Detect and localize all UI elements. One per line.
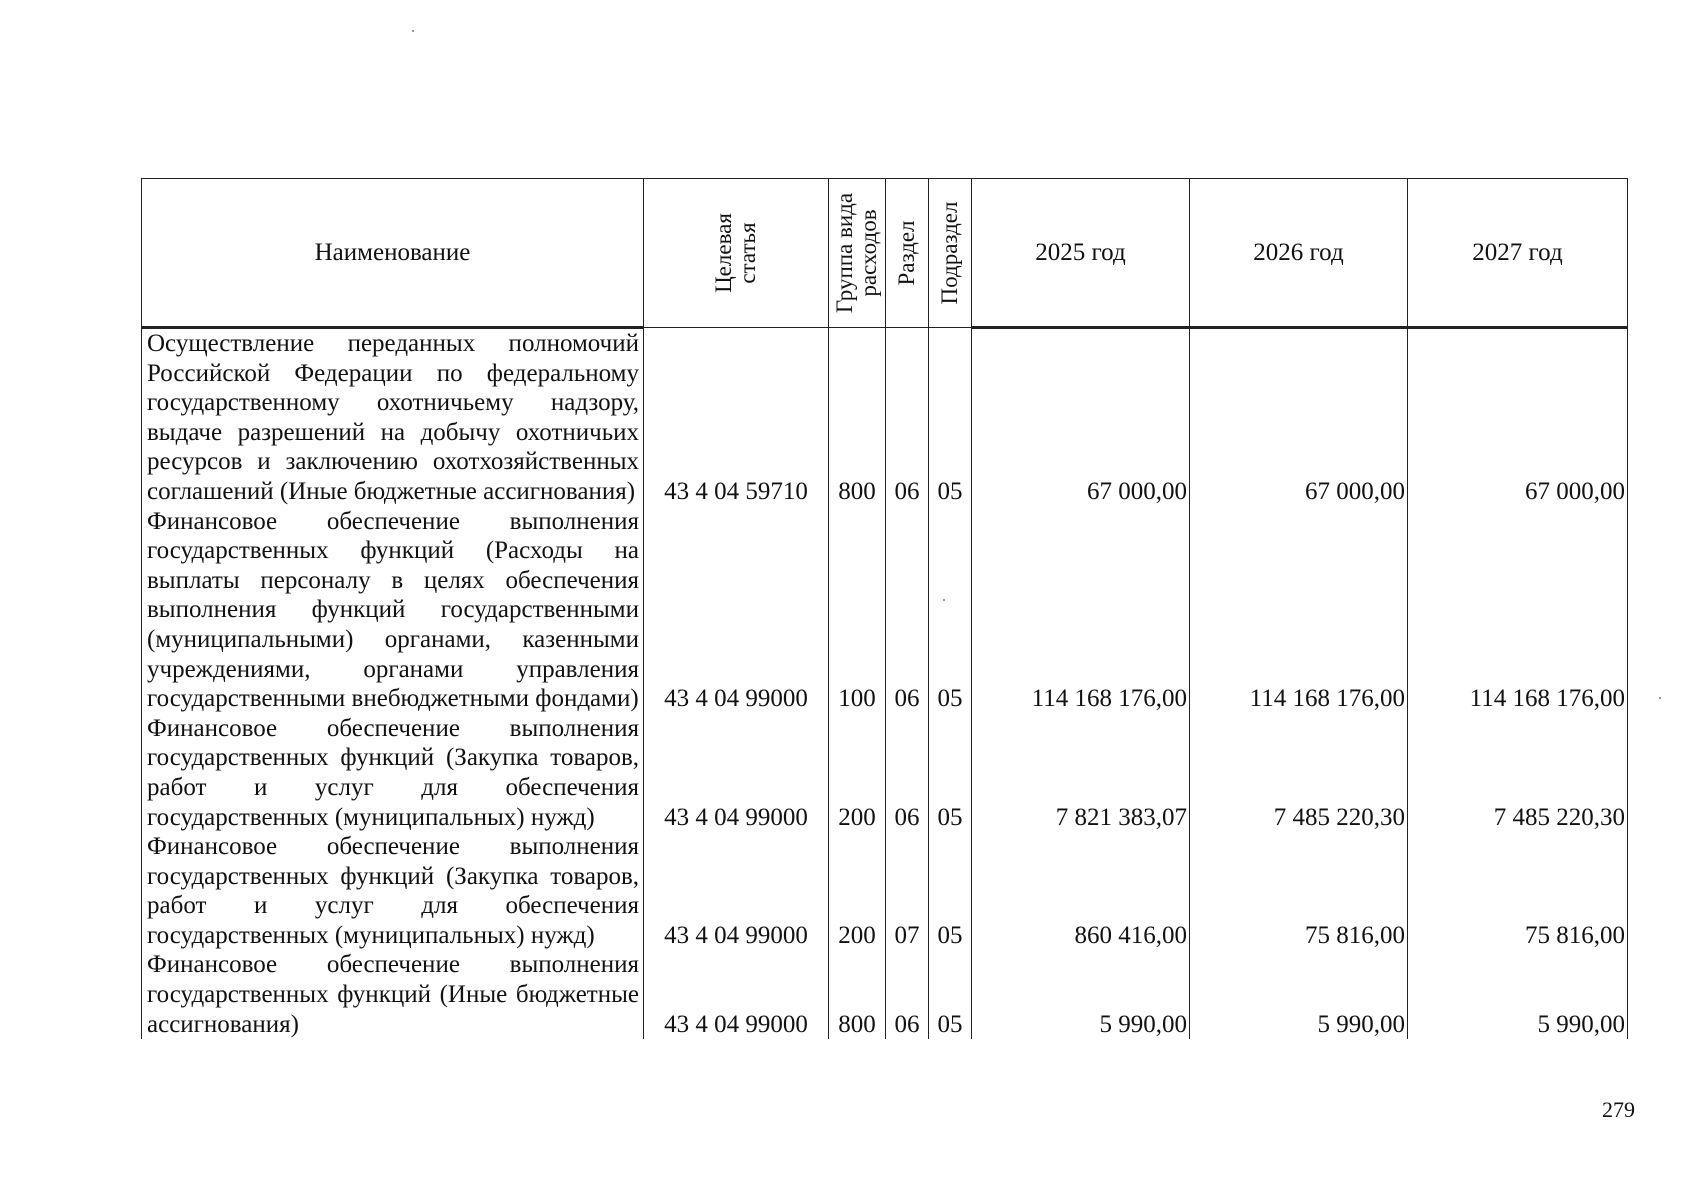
table-row (142, 950, 1628, 1039)
row-target-article: 43 4 04 59710 (644, 328, 829, 507)
header-section (886, 179, 929, 328)
row-amount-2027: 5 990,00 (1408, 950, 1628, 1039)
header-year-2027-label: 2027 год (1472, 238, 1563, 266)
budget-table (141, 178, 1628, 1039)
row-amount-2026: 75 816,00 (1190, 832, 1408, 950)
row-target-article: 43 4 04 99000 (644, 832, 829, 950)
page-number: 279 (1602, 1097, 1635, 1122)
row-expense-group: 800 (829, 950, 886, 1039)
header-target-article-label: Целевая статья (711, 213, 760, 293)
row-target-article: 43 4 04 99000 (644, 950, 829, 1039)
row-amount-2025: 860 416,00 (972, 832, 1190, 950)
row-section: 06 (886, 507, 929, 714)
row-target-article: 43 4 04 99000 (644, 507, 829, 714)
header-name (142, 179, 644, 328)
header-year-2025-label: 2025 год (1035, 238, 1126, 266)
header-year-2027 (1408, 179, 1628, 328)
row-name: Финансовое обеспечение выполнения государственных функций (Закупка товаров, работ и услуг для обеспечения государственных (муниципальных) нужд) (142, 714, 644, 832)
row-section: 06 (886, 328, 929, 507)
table-row (142, 328, 1628, 507)
row-amount-2025: 7 821 383,07 (972, 714, 1190, 832)
row-section: 07 (886, 832, 929, 950)
table-row (142, 507, 1628, 714)
header-year-2025 (972, 179, 1190, 328)
row-amount-2027: 114 168 176,00 (1408, 507, 1628, 714)
row-subsection: 05 (929, 714, 972, 832)
row-amount-2025: 114 168 176,00 (972, 507, 1190, 714)
header-expense-group (829, 179, 886, 328)
table-header-row (142, 179, 1628, 328)
row-name: Финансовое обеспечение выполнения государственных функций (Расходы на выплаты персоналу в целях обеспечения выполнения функций государственными (муниципальными) органами, казенными учреждениями, органами управления государственными внебюджетными фондами) (142, 507, 644, 714)
row-amount-2026: 5 990,00 (1190, 950, 1408, 1039)
row-expense-group: 200 (829, 832, 886, 950)
row-target-article: 43 4 04 99000 (644, 714, 829, 832)
row-subsection: 05 (929, 507, 972, 714)
row-expense-group: 200 (829, 714, 886, 832)
header-target-article (644, 179, 829, 328)
row-subsection: 05 (929, 832, 972, 950)
row-subsection: 05 (929, 328, 972, 507)
header-section-label: Раздел (894, 220, 919, 286)
scan-speck (412, 30, 414, 32)
table-row (142, 832, 1628, 950)
header-name-label: Наименование (314, 238, 471, 266)
row-amount-2025: 5 990,00 (972, 950, 1190, 1039)
row-name: Финансовое обеспечение выполнения государственных функций (Закупка товаров, работ и услуг для обеспечения государственных (муниципальных) нужд) (142, 832, 644, 950)
row-amount-2027: 67 000,00 (1408, 328, 1628, 507)
row-expense-group: 800 (829, 328, 886, 507)
header-year-2026 (1190, 179, 1408, 328)
row-section: 06 (886, 714, 929, 832)
table-row (142, 714, 1628, 832)
row-expense-group: 100 (829, 507, 886, 714)
row-amount-2027: 7 485 220,30 (1408, 714, 1628, 832)
row-subsection: 05 (929, 950, 972, 1039)
header-subsection-label: Подраздел (937, 201, 962, 305)
header-expense-group-label: Группа вида расходов (832, 192, 881, 314)
scan-speck (943, 599, 945, 601)
row-amount-2027: 75 816,00 (1408, 832, 1628, 950)
row-amount-2026: 114 168 176,00 (1190, 507, 1408, 714)
row-name: Финансовое обеспечение выполнения государственных функций (Иные бюджетные ассигнования) (142, 950, 644, 1039)
row-amount-2026: 7 485 220,30 (1190, 714, 1408, 832)
row-section: 06 (886, 950, 929, 1039)
header-subsection (929, 179, 972, 328)
row-amount-2026: 67 000,00 (1190, 328, 1408, 507)
header-year-2026-label: 2026 год (1253, 238, 1344, 266)
row-amount-2025: 67 000,00 (972, 328, 1190, 507)
row-name: Осуществление переданных полномочий Российской Федерации по федеральному государственному охотничьему надзору, выдаче разрешений на добычу охотничьих ресурсов и заключению охотхозяйственных соглашений (Иные бюджетные ассигнования) (142, 328, 644, 507)
scan-speck (1659, 697, 1661, 699)
